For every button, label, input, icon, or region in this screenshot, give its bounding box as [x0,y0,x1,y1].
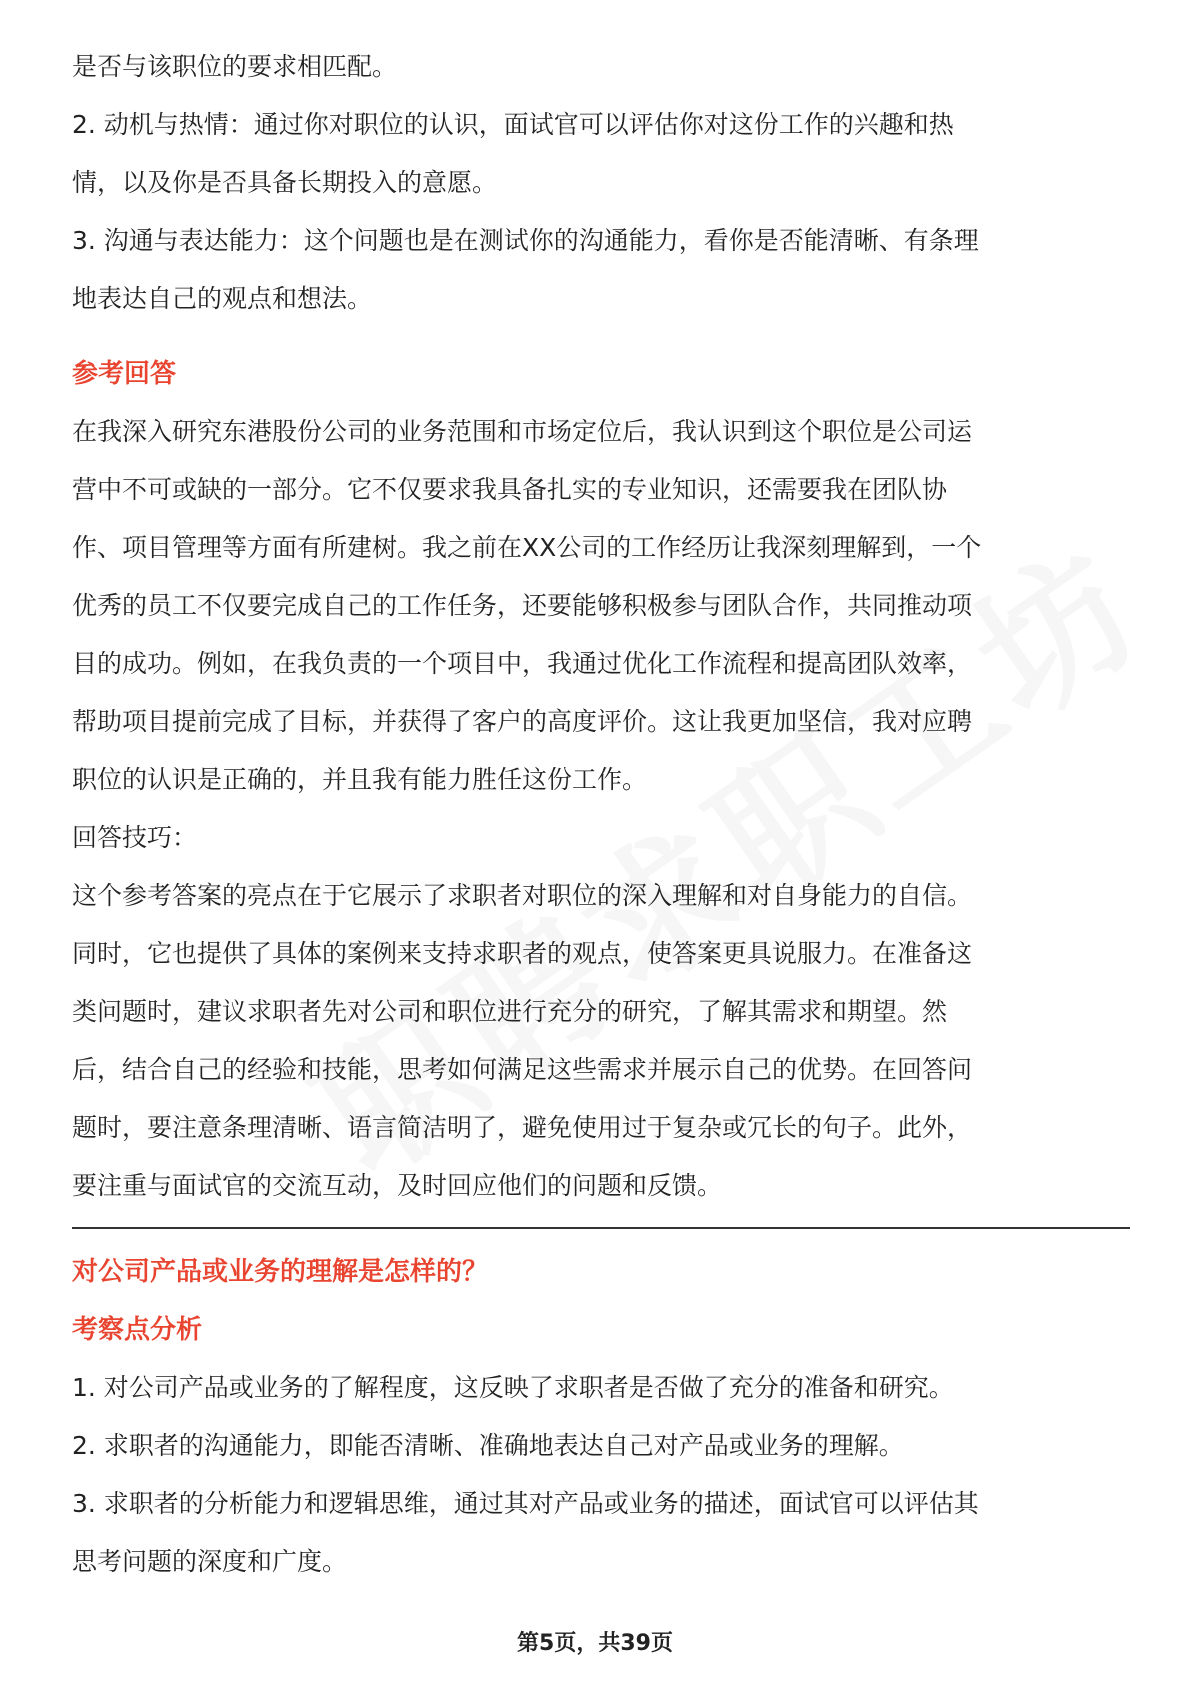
body-line: 后，结合自己的经验和技能，思考如何满足这些需求并展示自己的优势。在回答问 [72,1055,973,1084]
tips-label: 回答技巧： [72,823,198,852]
body-line: 2. 动机与热情：通过你对职位的认识，面试官可以评估你对这份工作的兴趣和热 [72,110,954,139]
body-line: 优秀的员工不仅要完成自己的工作任务，还要能够积极参与团队合作，共同推动项 [72,591,973,620]
body-line: 1. 对公司产品或业务的了解程度，这反映了求职者是否做了充分的准备和研究。 [72,1373,954,1402]
body-line: 是否与该职位的要求相匹配。 [72,52,398,81]
body-line: 情，以及你是否具备长期投入的意愿。 [72,168,498,197]
body-line: 目的成功。例如，在我负责的一个项目中，我通过优化工作流程和提高团队效率， [72,649,973,678]
body-line: 类问题时，建议求职者先对公司和职位进行充分的研究，了解其需求和期望。然 [72,997,948,1026]
body-line: 这个参考答案的亮点在于它展示了求职者对职位的深入理解和对自身能力的自信。 [72,881,973,910]
next-question-section [72,1243,1130,1591]
reference-answer-heading: 参考回答 [72,359,177,389]
page-number: 第5页，共39页 [517,1631,673,1656]
body-line: 3. 沟通与表达能力：这个问题也是在测试你的沟通能力，看你是否能清晰、有条理 [72,226,979,255]
body-line: 思考问题的深度和广度。 [72,1547,348,1576]
analysis-heading: 考察点分析 [72,1315,203,1345]
body-line: 营中不可或缺的一部分。它不仅要求我具备扎实的专业知识，还需要我在团队协 [72,475,948,504]
body-line: 要注重与面试官的交流互动，及时回应他们的问题和反馈。 [72,1171,723,1200]
body-line: 作、项目管理等方面有所建树。我之前在XX公司的工作经历让我深刻理解到，一个 [72,533,982,562]
top-section [72,38,1130,328]
body-line: 在我深入研究东港股份公司的业务范围和市场定位后，我认识到这个职位是公司运 [72,417,973,446]
body-line: 职位的认识是正确的，并且我有能力胜任这份工作。 [72,765,648,794]
reference-answer-section [72,345,1130,1215]
body-line: 同时，它也提供了具体的案例来支持求职者的观点，使答案更具说服力。在准备这 [72,939,973,968]
body-line: 2. 求职者的沟通能力，即能否清晰、准确地表达自己对产品或业务的理解。 [72,1431,904,1460]
body-line: 3. 求职者的分析能力和逻辑思维，通过其对产品或业务的描述，面试官可以评估其 [72,1489,979,1518]
body-line: 帮助项目提前完成了目标，并获得了客户的高度评价。这让我更加坚信，我对应聘 [72,707,973,736]
body-line: 地表达自己的观点和想法。 [72,284,373,313]
section-divider [72,1227,1130,1229]
body-line: 题时，要注意条理清晰、语言简洁明了，避免使用过于复杂或冗长的句子。此外， [72,1113,973,1142]
question-title: 对公司产品或业务的理解是怎样的？ [72,1257,489,1287]
